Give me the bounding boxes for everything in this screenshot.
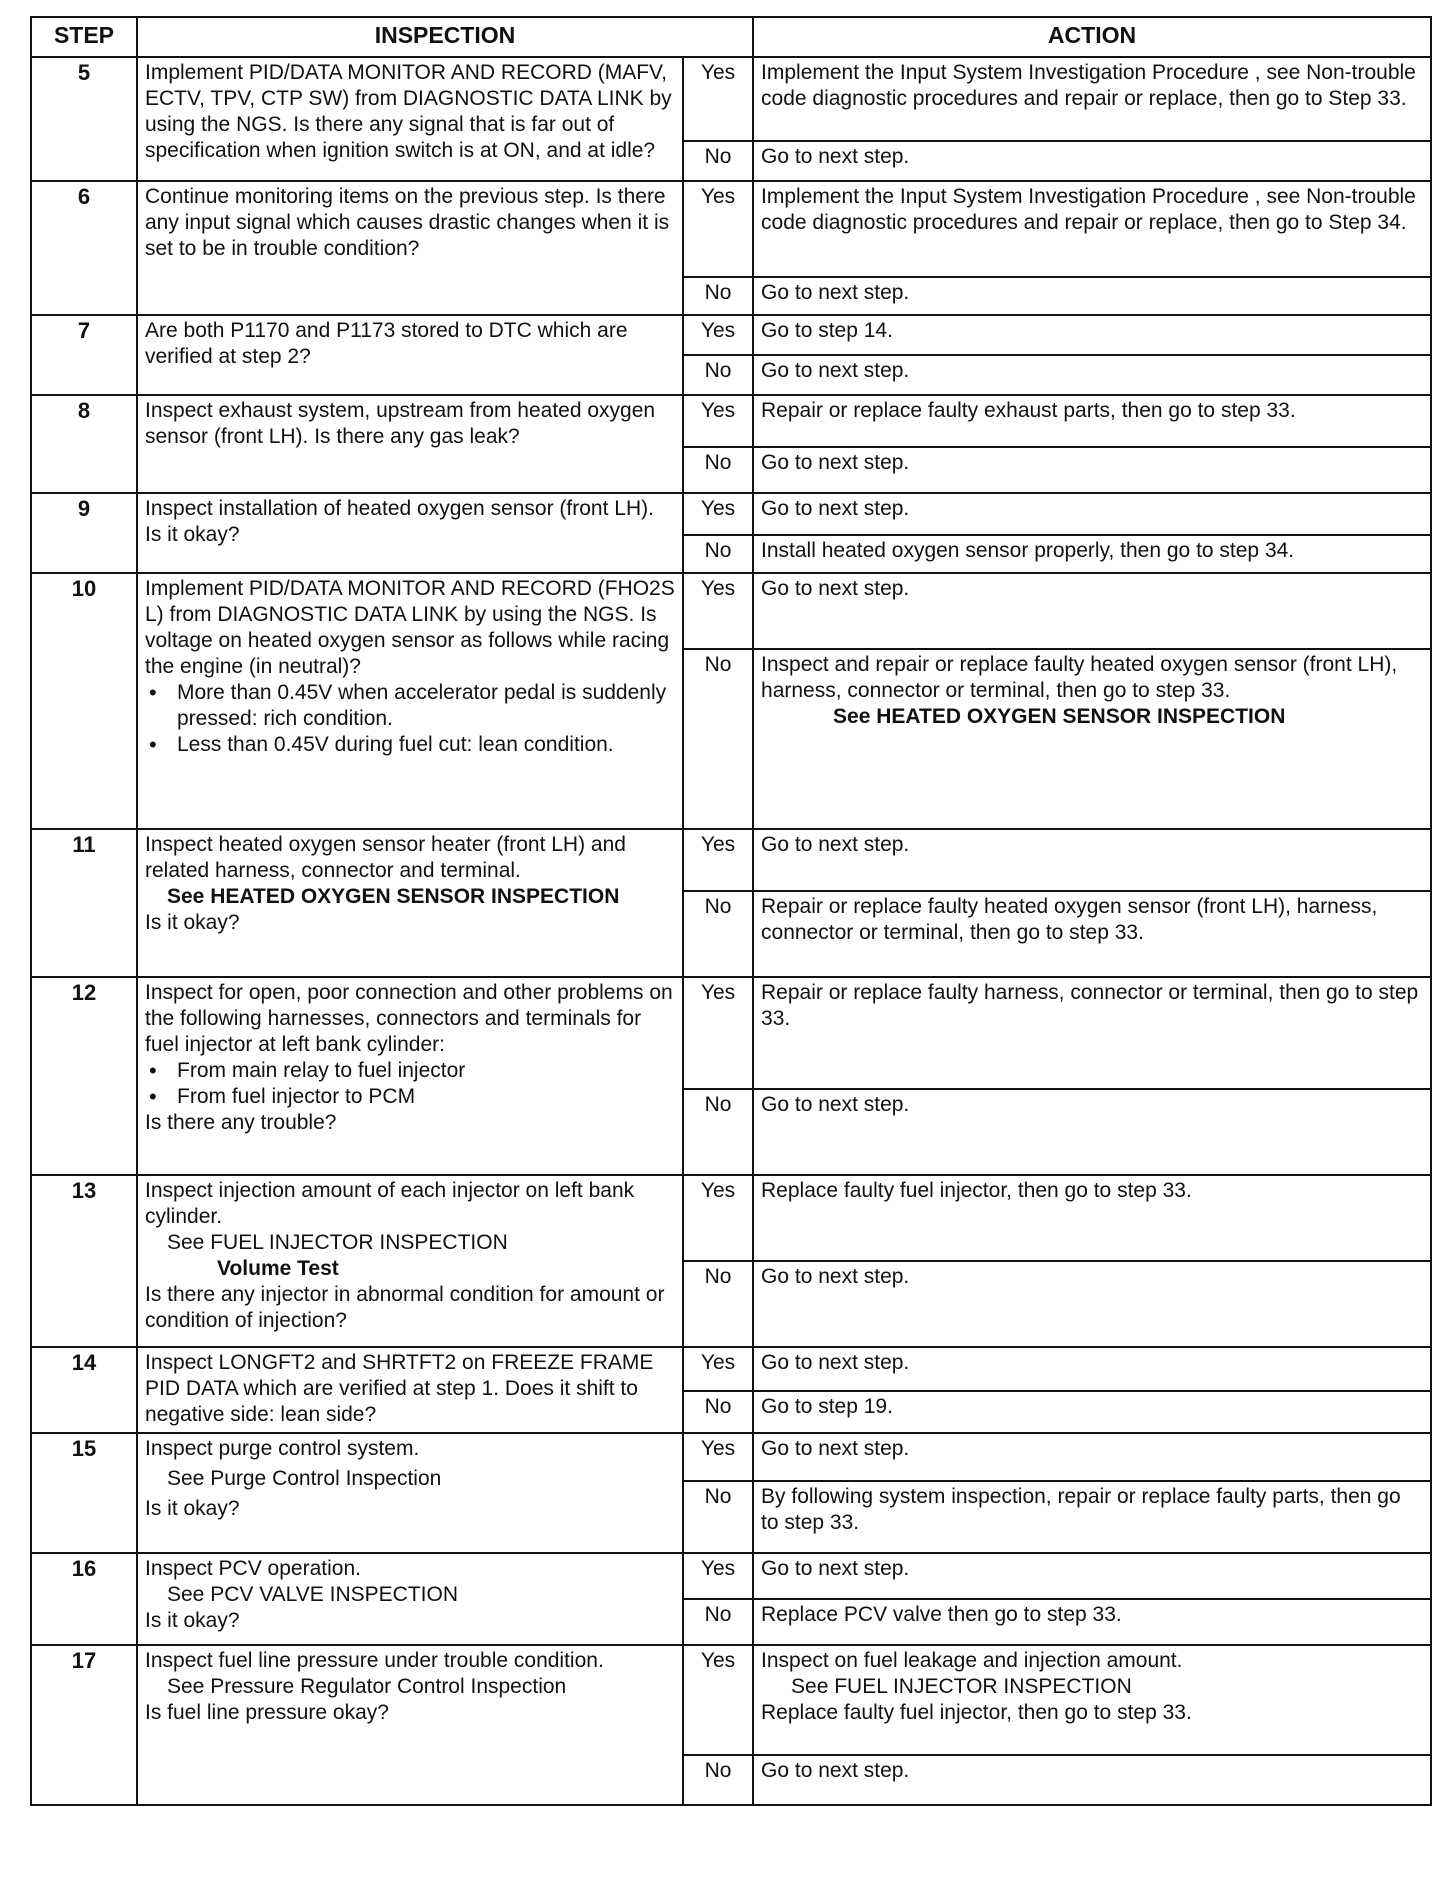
table-row — [31, 1645, 1431, 1755]
inspection-text: Inspect exhaust system, upstream from heated oxygen sensor (front LH). Is there any gas leak? — [137, 395, 683, 493]
step-number: 6 — [31, 181, 137, 315]
table-row — [31, 57, 1431, 141]
step-number: 13 — [31, 1175, 137, 1347]
yes-label: Yes — [683, 829, 753, 891]
yes-label: Yes — [683, 1175, 753, 1261]
step-number: 11 — [31, 829, 137, 977]
inspection-cell — [137, 1433, 683, 1553]
inspection-question: Is it okay? — [145, 911, 240, 934]
yes-label: Yes — [683, 1553, 753, 1599]
see-reference: See PCV VALVE INSPECTION — [167, 1583, 458, 1606]
table-row — [31, 181, 1431, 277]
table-row — [31, 1175, 1431, 1261]
yes-action: Go to next step. — [753, 1433, 1431, 1481]
yes-action: Repair or replace faulty harness, connector or terminal, then go to step 33. — [753, 977, 1431, 1089]
no-label: No — [683, 1481, 753, 1553]
inspection-cell — [137, 829, 683, 977]
inspection-text: Continue monitoring items on the previous step. Is there any input signal which causes drastic changes when it is set to be in trouble condition? — [137, 181, 683, 315]
inspection-cell — [137, 1175, 683, 1347]
no-action-cell — [753, 649, 1431, 829]
inspection-text: Inspect PCV operation. — [145, 1557, 361, 1580]
no-action: Replace PCV valve then go to step 33. — [753, 1599, 1431, 1645]
step-number: 16 — [31, 1553, 137, 1645]
no-action: Go to next step. — [753, 1089, 1431, 1175]
no-label: No — [683, 277, 753, 315]
see-subreference: Volume Test — [217, 1257, 339, 1280]
table-header-row — [31, 17, 1431, 57]
step-number: 14 — [31, 1347, 137, 1433]
table-row — [31, 395, 1431, 447]
no-label: No — [683, 1755, 753, 1805]
inspection-question: Is it okay? — [145, 1609, 240, 1632]
header-action: ACTION — [753, 17, 1431, 57]
yes-label: Yes — [683, 1347, 753, 1391]
inspection-question: Is there any trouble? — [145, 1111, 337, 1134]
inspection-text: Inspect purge control system. — [145, 1437, 420, 1460]
inspection-text: Are both P1170 and P1173 stored to DTC which are verified at step 2? — [137, 315, 683, 395]
see-reference: See HEATED OXYGEN SENSOR INSPECTION — [833, 705, 1286, 728]
no-label: No — [683, 1391, 753, 1433]
yes-action: Replace faulty fuel injector, then go to step 33. — [753, 1175, 1431, 1261]
table-row — [31, 829, 1431, 891]
list-item: • More than 0.45V when accelerator pedal is suddenly pressed: rich condition. — [145, 680, 675, 732]
yes-label: Yes — [683, 57, 753, 141]
inspection-cell — [137, 1553, 683, 1645]
inspection-text: Inspect injection amount of each injector on left bank cylinder. — [145, 1179, 635, 1228]
see-reference: See FUEL INJECTOR INSPECTION — [791, 1675, 1132, 1698]
table-row — [31, 977, 1431, 1089]
step-number: 10 — [31, 573, 137, 829]
no-label: No — [683, 355, 753, 395]
yes-action: Implement the Input System Investigation Procedure , see Non-trouble code diagnostic procedures and repair or replace, then go to Step 33. — [753, 57, 1431, 141]
no-action: Go to next step. — [753, 355, 1431, 395]
header-step: STEP — [31, 17, 137, 57]
inspection-cell — [137, 1645, 683, 1805]
table-row — [31, 1347, 1431, 1391]
inspection-cell — [137, 573, 683, 829]
no-action: Go to next step. — [753, 277, 1431, 315]
yes-action: Repair or replace faulty exhaust parts, then go to step 33. — [753, 395, 1431, 447]
list-item: • From main relay to fuel injector — [145, 1058, 675, 1084]
table-row — [31, 573, 1431, 649]
yes-action: Go to next step. — [753, 573, 1431, 649]
step-number: 5 — [31, 57, 137, 181]
inspection-text: Inspect LONGFT2 and SHRTFT2 on FREEZE FRAME PID DATA which are verified at step 1. Does it shift to negative side: lean side? — [137, 1347, 683, 1433]
table-row — [31, 315, 1431, 355]
inspection-text: Inspect heated oxygen sensor heater (front LH) and related harness, connector and terminal. — [145, 833, 626, 882]
no-action: Repair or replace faulty heated oxygen sensor (front LH), harness, connector or terminal, then go to step 33. — [753, 891, 1431, 977]
yes-label: Yes — [683, 977, 753, 1089]
yes-label: Yes — [683, 181, 753, 277]
inspection-cell — [137, 977, 683, 1175]
no-label: No — [683, 891, 753, 977]
yes-label: Yes — [683, 395, 753, 447]
no-label: No — [683, 141, 753, 181]
no-action: Install heated oxygen sensor properly, then go to step 34. — [753, 535, 1431, 573]
step-number: 17 — [31, 1645, 137, 1805]
yes-action-cell — [753, 1645, 1431, 1755]
inspection-text: Inspect fuel line pressure under trouble condition. — [145, 1649, 604, 1672]
list-item: • Less than 0.45V during fuel cut: lean condition. — [145, 732, 675, 758]
no-action: Go to step 19. — [753, 1391, 1431, 1433]
see-reference: See FUEL INJECTOR INSPECTION — [167, 1231, 508, 1254]
yes-label: Yes — [683, 573, 753, 649]
list-item: • From fuel injector to PCM — [145, 1084, 675, 1110]
yes-action: Go to next step. — [753, 829, 1431, 891]
table-row — [31, 493, 1431, 535]
table-row — [31, 1433, 1431, 1481]
harness-list — [145, 1058, 675, 1110]
no-label: No — [683, 649, 753, 829]
table-row — [31, 1553, 1431, 1599]
see-reference: See Pressure Regulator Control Inspection — [167, 1675, 567, 1698]
yes-action: Go to next step. — [753, 1347, 1431, 1391]
yes-action: Go to step 14. — [753, 315, 1431, 355]
yes-action: Go to next step. — [753, 1553, 1431, 1599]
no-action: Go to next step. — [753, 1755, 1431, 1805]
inspection-text: Inspect for open, poor connection and other problems on the following harnesses, connectors and terminals for fuel injector at left bank cylinder: — [145, 981, 673, 1056]
step-number: 12 — [31, 977, 137, 1175]
yes-label: Yes — [683, 493, 753, 535]
no-label: No — [683, 447, 753, 493]
step-number: 7 — [31, 315, 137, 395]
inspection-question: Is fuel line pressure okay? — [145, 1701, 389, 1724]
inspection-text: Inspect installation of heated oxygen sensor (front LH). Is it okay? — [137, 493, 683, 573]
yes-action: Go to next step. — [753, 493, 1431, 535]
no-action: Go to next step. — [753, 1261, 1431, 1347]
diagnostic-table-page — [30, 16, 1430, 1806]
inspection-question: Is there any injector in abnormal condition for amount or condition of injection? — [145, 1283, 665, 1332]
see-reference: See HEATED OXYGEN SENSOR INSPECTION — [167, 885, 620, 908]
inspection-text: Implement PID/DATA MONITOR AND RECORD (MAFV, ECTV, TPV, CTP SW) from DIAGNOSTIC DATA LINK by using the NGS. Is there any signal that is far out of specification when ignition switch is at ON, and at idle? — [137, 57, 683, 181]
no-action: Go to next step. — [753, 447, 1431, 493]
inspection-question: Is it okay? — [145, 1497, 240, 1520]
step-number: 8 — [31, 395, 137, 493]
yes-label: Yes — [683, 1433, 753, 1481]
yes-label: Yes — [683, 1645, 753, 1755]
no-label: No — [683, 535, 753, 573]
inspection-text: Implement PID/DATA MONITOR AND RECORD (FHO2S L) from DIAGNOSTIC DATA LINK by using the NGS. Is voltage on heated oxygen sensor as follows while racing the engine (in neutral)? — [145, 577, 675, 678]
yes-action-followup: Replace faulty fuel injector, then go to step 33. — [761, 1701, 1192, 1724]
no-label: No — [683, 1261, 753, 1347]
no-action: Go to next step. — [753, 141, 1431, 181]
diagnostic-table — [30, 16, 1432, 1806]
step-number: 15 — [31, 1433, 137, 1553]
no-label: No — [683, 1599, 753, 1645]
no-action: Inspect and repair or replace faulty heated oxygen sensor (front LH), harness, connector or terminal, then go to step 33. — [761, 653, 1398, 702]
no-action: By following system inspection, repair or replace faulty parts, then go to step 33. — [753, 1481, 1431, 1553]
yes-action: Implement the Input System Investigation Procedure , see Non-trouble code diagnostic procedures and repair or replace, then go to Step 34. — [753, 181, 1431, 277]
no-label: No — [683, 1089, 753, 1175]
see-reference: See Purge Control Inspection — [167, 1467, 442, 1490]
yes-label: Yes — [683, 315, 753, 355]
step-number: 9 — [31, 493, 137, 573]
condition-list — [145, 680, 675, 758]
header-inspection: INSPECTION — [137, 17, 753, 57]
yes-action: Inspect on fuel leakage and injection amount. — [761, 1649, 1183, 1672]
